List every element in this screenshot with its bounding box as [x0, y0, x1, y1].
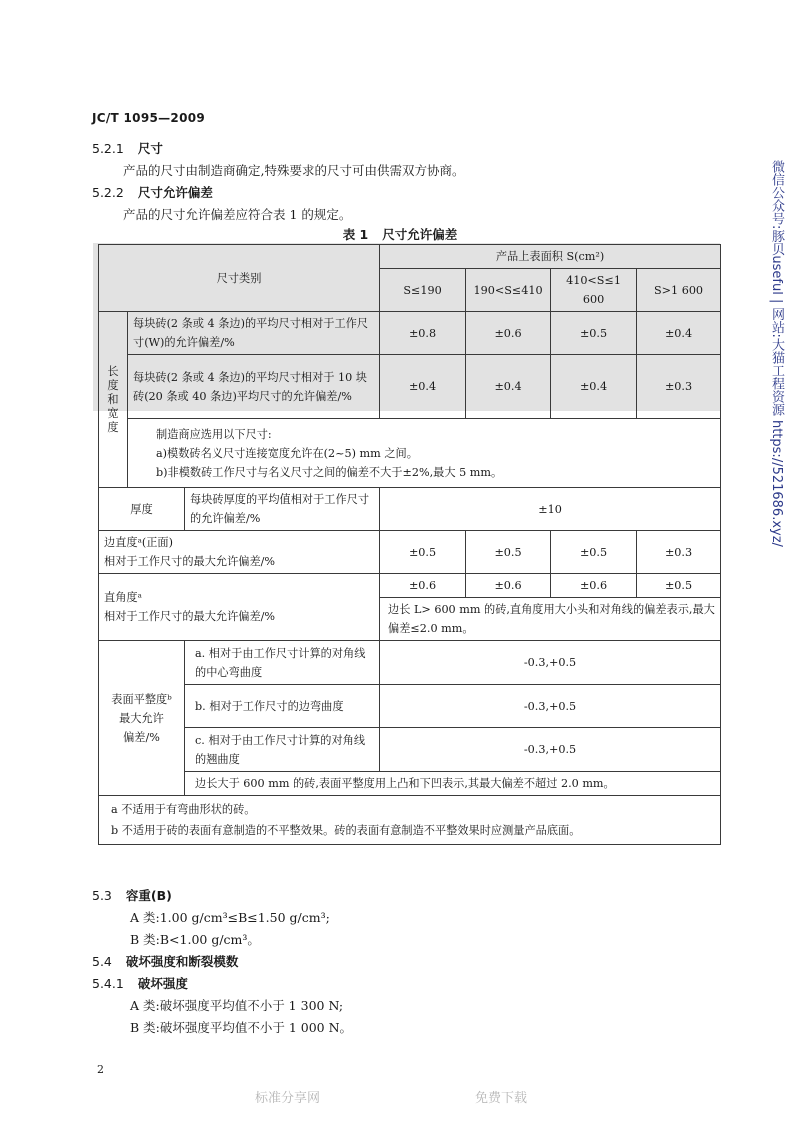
section-title: 尺寸 [137, 141, 163, 156]
cell-value: ±0.5 [380, 531, 466, 574]
table-title [0, 225, 800, 243]
table-number: 表 1 [342, 227, 369, 242]
table-row [99, 488, 721, 531]
row-note: 边长大于 600 mm 的砖,表面平整度用上凸和下凹表示,其最大偏差不超过 2.0 mm。 [185, 772, 721, 796]
category-label: 长度和宽度 [107, 364, 119, 434]
section-number: 5.2.2 [92, 185, 124, 200]
category-squareness [99, 574, 380, 641]
section-title: 尺寸允许偏差 [137, 185, 213, 200]
cell-value: -0.3,+0.5 [380, 728, 721, 772]
category-thickness: 厚度 [99, 488, 185, 531]
cell-value: ±0.3 [637, 531, 721, 574]
category-length-width [99, 312, 128, 488]
row-description: a. 相对于由工作尺寸计算的对角线的中心弯曲度 [185, 641, 380, 685]
row-description: 相对于工作尺寸的最大允许偏差/% [104, 555, 276, 568]
section-5-2-2-heading [92, 183, 213, 201]
category-label: 边直度ᵃ(正面) [104, 536, 173, 549]
row-description: 相对于工作尺寸的最大允许偏差/% [104, 610, 276, 623]
table-row [99, 531, 721, 574]
section-5-3-line: A 类:1.00 g/cm³≤B≤1.50 g/cm³; [130, 910, 330, 925]
category-edge-straightness [99, 531, 380, 574]
cell-value: ±0.5 [551, 312, 637, 355]
section-5-4-1-line: B 类:破坏强度平均值不小于 1 000 N。 [130, 1020, 353, 1035]
cell-value: ±0.6 [551, 574, 637, 598]
category-label: 表面平整度ᵇ [111, 692, 172, 706]
cell-value: ±0.5 [551, 531, 637, 574]
row-description: 每块砖厚度的平均值相对于工作尺寸的允许偏差/% [185, 488, 380, 531]
section-title: 破坏强度和断裂模数 [125, 954, 239, 969]
footer-left-watermark: 标准分享网 [255, 1091, 321, 1106]
cell-value: ±0.3 [637, 355, 721, 419]
note-line: 制造商应选用以下尺寸: [156, 427, 272, 441]
cell-value: ±0.8 [380, 312, 466, 355]
header-col-4: S>1 600 [637, 269, 721, 312]
section-5-4-1-heading [92, 974, 188, 992]
table-caption: 尺寸允许偏差 [382, 227, 458, 242]
section-title: 破坏强度 [137, 976, 188, 991]
cell-value: ±0.6 [466, 312, 551, 355]
note-line: b)非模数砖工作尺寸与名义尺寸之间的偏差不大于±2%,最大 5 mm。 [156, 465, 503, 479]
footnote-cell [99, 796, 721, 845]
row-note [128, 419, 721, 488]
header-col-1: S≤190 [380, 269, 466, 312]
table-row [99, 419, 721, 488]
side-watermark: 微信公众号:豚贝useful | 网站:大猫工程资源 https://521686.xyz/ [769, 160, 784, 547]
page-number: 2 [97, 1063, 104, 1076]
header-area: 产品上表面积 S(cm²) [380, 245, 721, 269]
section-number: 5.4 [92, 954, 112, 969]
row-description: b. 相对于工作尺寸的边弯曲度 [185, 685, 380, 728]
header-row [99, 245, 721, 269]
section-5-2-1-text: 产品的尺寸由制造商确定,特殊要求的尺寸可由供需双方协商。 [123, 163, 465, 178]
table-row [99, 685, 721, 728]
cell-value: ±0.5 [466, 531, 551, 574]
table-row [99, 574, 721, 598]
table-row [99, 355, 721, 419]
cell-value: ±0.5 [637, 574, 721, 598]
section-5-4-heading [92, 952, 238, 970]
note-line: a)模数砖名义尺寸连接宽度允许在(2~5) mm 之间。 [156, 446, 418, 460]
table-row [99, 772, 721, 796]
category-flatness [99, 641, 185, 796]
category-label: 偏差/% [123, 730, 160, 744]
table-footnotes [99, 796, 721, 845]
section-5-3-line: B 类:B<1.00 g/cm³。 [130, 932, 260, 947]
row-note: 边长 L> 600 mm 的砖,直角度用大小头和对角线的偏差表示,最大偏差≤2.0 mm。 [380, 598, 721, 641]
section-number: 5.2.1 [92, 141, 124, 156]
section-5-2-1-heading [92, 139, 163, 157]
cell-value: ±0.6 [466, 574, 551, 598]
category-label: 最大允许 [119, 711, 164, 725]
row-description: c. 相对于由工作尺寸计算的对角线的翘曲度 [185, 728, 380, 772]
footnote-a: a 不适用于有弯曲形状的砖。 [111, 803, 256, 816]
row-description: 每块砖(2 条或 4 条边)的平均尺寸相对于 10 块砖(20 条或 40 条边)平均尺寸的允许偏差/% [128, 355, 380, 419]
header-col-2: 190<S≤410 [466, 269, 551, 312]
header-col-3: 410<S≤1 600 [551, 269, 637, 312]
section-5-2-2-text: 产品的尺寸允许偏差应符合表 1 的规定。 [123, 207, 352, 222]
cell-value: -0.3,+0.5 [380, 685, 721, 728]
cell-value: ±10 [380, 488, 721, 531]
tolerance-table [98, 244, 721, 845]
section-5-3-heading [92, 886, 172, 904]
table-row [99, 312, 721, 355]
cell-value: -0.3,+0.5 [380, 641, 721, 685]
document-number: JC/T 1095—2009 [92, 111, 206, 125]
row-description: 每块砖(2 条或 4 条边)的平均尺寸相对于工作尺寸(W)的允许偏差/% [128, 312, 380, 355]
header-category: 尺寸类别 [99, 245, 380, 312]
footnote-b: b 不适用于砖的表面有意制造的不平整效果。砖的表面有意制造不平整效果时应测量产品底面。 [111, 824, 581, 837]
table-row [99, 728, 721, 772]
footer-right-watermark: 免费下载 [475, 1091, 528, 1106]
section-number: 5.3 [92, 888, 112, 903]
section-number: 5.4.1 [92, 976, 124, 991]
cell-value: ±0.4 [551, 355, 637, 419]
cell-value: ±0.4 [466, 355, 551, 419]
section-title: 容重(B) [125, 888, 172, 903]
section-5-4-1-line: A 类:破坏强度平均值不小于 1 300 N; [130, 998, 344, 1013]
cell-value: ±0.4 [637, 312, 721, 355]
category-label: 直角度ᵃ [104, 591, 142, 604]
table-row [99, 641, 721, 685]
cell-value: ±0.6 [380, 574, 466, 598]
cell-value: ±0.4 [380, 355, 466, 419]
